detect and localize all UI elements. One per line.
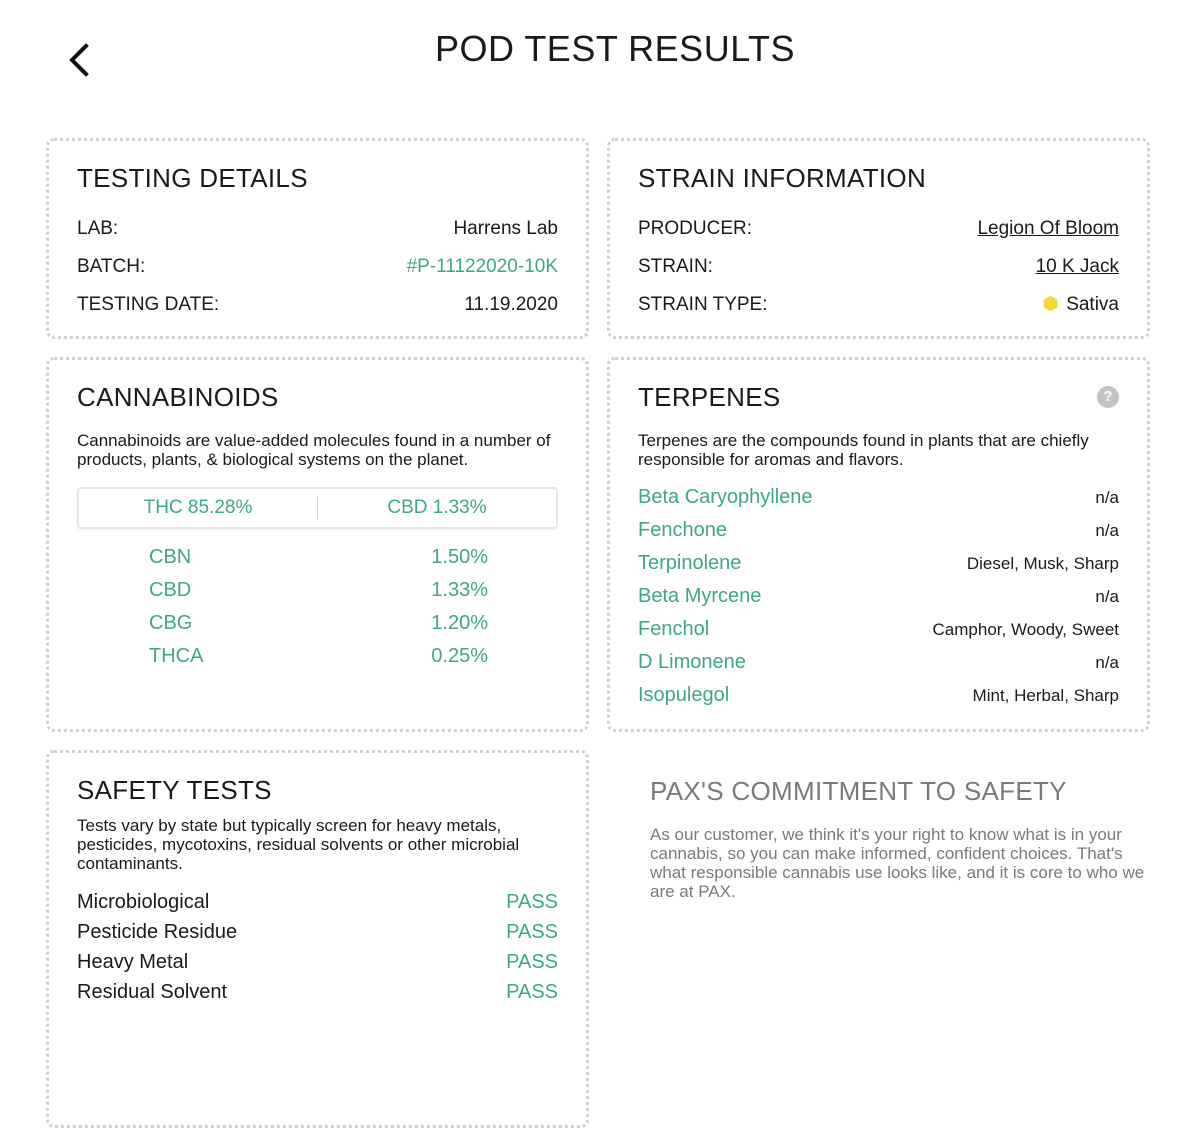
terpene-aroma: Diesel, Musk, Sharp xyxy=(966,553,1119,573)
testing-date-row xyxy=(77,286,558,324)
list-item xyxy=(77,887,558,917)
terpene-aroma: n/a xyxy=(1095,652,1119,672)
strain-type-text: Sativa xyxy=(1066,294,1119,315)
strain-type-value xyxy=(1042,294,1119,316)
terpenes-description: Terpenes are the compounds found in plants that are chiefly responsible for aromas and flavors. xyxy=(638,431,1089,469)
strain-type-label: STRAIN TYPE: xyxy=(638,294,768,315)
list-item xyxy=(638,646,1119,679)
cannabinoid-percent: 1.50% xyxy=(431,546,488,568)
list-item xyxy=(638,481,1119,514)
cannabinoids-description: Cannabinoids are value-added molecules found in a number of products, plants, & biological systems on the planet. xyxy=(77,431,551,469)
page-title: POD TEST RESULTS xyxy=(434,28,796,69)
strain-type-row xyxy=(638,286,1119,324)
help-icon[interactable]: ? xyxy=(1097,386,1119,408)
list-item xyxy=(638,679,1119,712)
terpene-aroma: n/a xyxy=(1095,487,1119,507)
test-result: PASS xyxy=(506,890,558,913)
producer-row xyxy=(638,210,1119,248)
cannabinoid-name: CBN xyxy=(149,546,192,568)
test-name: Pesticide Residue xyxy=(77,920,238,943)
producer-label: PRODUCER: xyxy=(638,218,753,239)
lab-row xyxy=(77,210,558,248)
strain-information-title: STRAIN INFORMATION xyxy=(638,163,927,193)
terpenes-title: TERPENES xyxy=(638,382,781,412)
terpene-name: Terpinolene xyxy=(638,552,742,574)
terpene-aroma: Camphor, Woody, Sweet xyxy=(932,619,1119,639)
test-result: PASS xyxy=(506,980,558,1003)
list-item xyxy=(638,580,1119,613)
cannabinoid-name: THCA xyxy=(149,645,204,667)
lab-value: Harrens Lab xyxy=(453,218,558,239)
list-item xyxy=(77,574,558,607)
terpene-name: Beta Myrcene xyxy=(638,585,762,607)
list-item xyxy=(638,514,1119,547)
sativa-hexagon-icon xyxy=(1042,295,1059,312)
strain-row xyxy=(638,248,1119,286)
batch-row xyxy=(77,248,558,286)
batch-label: BATCH: xyxy=(77,256,146,277)
commitment-title: PAX'S COMMITMENT TO SAFETY xyxy=(650,776,1067,806)
safety-tests-title: SAFETY TESTS xyxy=(77,775,272,805)
terpene-name: Fenchone xyxy=(638,519,727,541)
cannabinoids-title: CANNABINOIDS xyxy=(77,382,279,412)
terpene-aroma: n/a xyxy=(1095,586,1119,606)
cannabinoid-list xyxy=(77,541,558,673)
cbd-total: CBD 1.33% xyxy=(387,497,487,518)
safety-test-list xyxy=(77,887,558,1007)
terpene-name: Beta Caryophyllene xyxy=(638,486,813,508)
cannabinoid-name: CBD xyxy=(149,579,192,601)
list-item xyxy=(77,541,558,574)
testing-details-title: TESTING DETAILS xyxy=(77,163,308,193)
list-item xyxy=(638,613,1119,646)
producer-link[interactable]: Legion Of Bloom xyxy=(977,218,1119,239)
terpenes-card xyxy=(607,357,1150,732)
list-item xyxy=(638,547,1119,580)
testing-date-label: TESTING DATE: xyxy=(77,294,220,315)
strain-label: STRAIN: xyxy=(638,256,713,277)
terpene-name: D Limonene xyxy=(638,651,746,673)
cannabinoid-percent: 0.25% xyxy=(431,645,488,667)
list-item xyxy=(77,607,558,640)
terpene-name: Isopulegol xyxy=(638,684,730,706)
test-result: PASS xyxy=(506,920,558,943)
cannabinoid-percent: 1.20% xyxy=(431,612,488,634)
strain-information-card xyxy=(607,138,1150,339)
thc-cbd-summary xyxy=(77,487,558,529)
test-result: PASS xyxy=(506,950,558,973)
list-item xyxy=(77,640,558,673)
lab-label: LAB: xyxy=(77,218,119,239)
test-name: Residual Solvent xyxy=(77,980,228,1003)
list-item xyxy=(77,917,558,947)
cannabinoid-name: CBG xyxy=(149,612,193,634)
thc-total: THC 85.28% xyxy=(143,497,253,518)
test-name: Heavy Metal xyxy=(77,950,189,973)
commitment-section xyxy=(650,776,1150,901)
testing-date-value: 11.19.2020 xyxy=(464,294,558,315)
test-name: Microbiological xyxy=(77,890,210,913)
cannabinoids-card xyxy=(46,357,589,732)
terpene-list xyxy=(638,481,1119,712)
safety-tests-card xyxy=(46,750,589,1128)
strain-link[interactable]: 10 K Jack xyxy=(1035,256,1119,277)
cannabinoid-percent: 1.33% xyxy=(431,579,488,601)
terpene-aroma: n/a xyxy=(1095,520,1119,540)
list-item xyxy=(77,947,558,977)
list-item xyxy=(77,977,558,1007)
terpene-name: Fenchol xyxy=(638,618,710,640)
terpene-aroma: Mint, Herbal, Sharp xyxy=(972,685,1119,705)
testing-details-card xyxy=(46,138,589,339)
commitment-text: As our customer, we think it's your right to know what is in your cannabis, so you can make informed, confident choices. That's what responsible cannabis use looks like, and it is core to who we are at PAX. xyxy=(650,825,1145,901)
batch-value: #P-11122020-10K xyxy=(406,256,558,277)
safety-tests-description: Tests vary by state but typically screen for heavy metals, pesticides, mycotoxins, residual solvents or other microbial contaminants. xyxy=(77,816,520,873)
